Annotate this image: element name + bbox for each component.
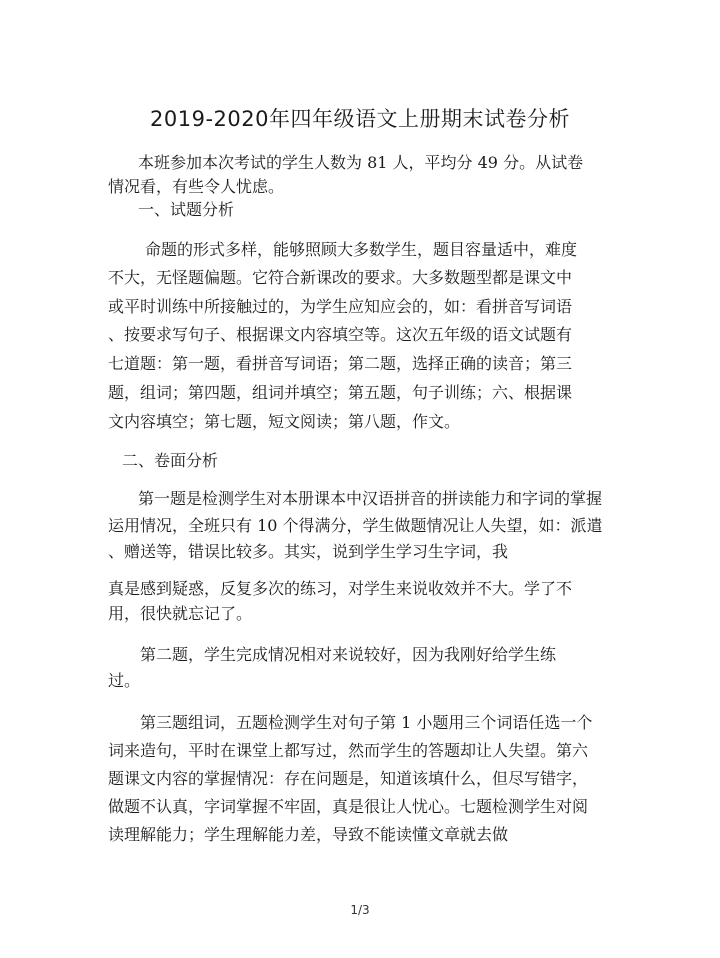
page-number: 1/3: [350, 903, 370, 917]
paragraph-line: 不大，无怪题偏题。它符合新课改的要求。大多数题型都是课文中: [108, 268, 573, 287]
paragraph-line: 真是感到疑惑，反复多次的练习，对学生来说收效并不大。学了不: [108, 579, 573, 598]
paragraph-line: 情况看，有些令人忧虑。: [108, 177, 285, 196]
paragraph-line: 读理解能力；学生理解能力差，导致不能读懂文章就去做: [108, 825, 509, 844]
paragraph-line: 做题不认真，字词掌握不牢固，真是很让人忧心。七题检测学生对阅: [108, 797, 589, 816]
paragraph-line: 第三题组词，五题检测学生对句子第 1 小题用三个词语任选一个: [140, 713, 593, 732]
section-heading: 二、卷面分析: [122, 451, 219, 470]
paragraph-line: 或平时训练中所接触过的，为学生应知应会的，如：看拼音写词语: [108, 297, 573, 316]
paragraph-line: 、按要求写句子、根据课文内容填空等。这次五年级的语文试题有: [108, 325, 573, 344]
paragraph-line: 第二题，学生完成情况相对来说较好，因为我刚好给学生练: [140, 645, 557, 664]
paragraph-line: 用，很快就忘记了。: [108, 604, 253, 623]
paragraph-line: 词来造句，平时在课堂上都写过，然而学生的答题却让人失望。第六: [108, 741, 589, 760]
paragraph-line: 运用情况，全班只有 10 个得满分，学生做题情况让人失望，如：派遣: [108, 516, 603, 535]
paragraph-line: 题，组词；第四题，组词并填空；第五题，句子训练；六、根据课: [108, 383, 573, 402]
paragraph-line: 本班参加本次考试的学生人数为 81 人，平均分 49 分。从试卷: [138, 153, 584, 172]
document-title: 2019-2020年四年级语文上册期末试卷分析: [150, 107, 570, 131]
paragraph-line: 第一题是检测学生对本册课本中汉语拼音的拼读能力和字词的掌握: [138, 489, 603, 508]
paragraph-line: 过。: [108, 671, 141, 690]
paragraph-line: 文内容填空；第七题，短文阅读；第八题，作文。: [108, 412, 461, 431]
paragraph-line: 命题的形式多样，能够照顾大多数学生，题目容量适中，难度: [145, 240, 578, 259]
paragraph-line: 七道题：第一题，看拼音写词语；第二题，选择正确的读音；第三: [108, 354, 573, 373]
section-heading: 一、试题分析: [138, 200, 235, 219]
paragraph-line: 、赠送等，错误比较多。其实，说到学生学习生字词，我: [108, 542, 509, 561]
paragraph-line: 题课文内容的掌握情况：存在问题是，知道该填什么，但尽写错字，: [108, 769, 589, 788]
